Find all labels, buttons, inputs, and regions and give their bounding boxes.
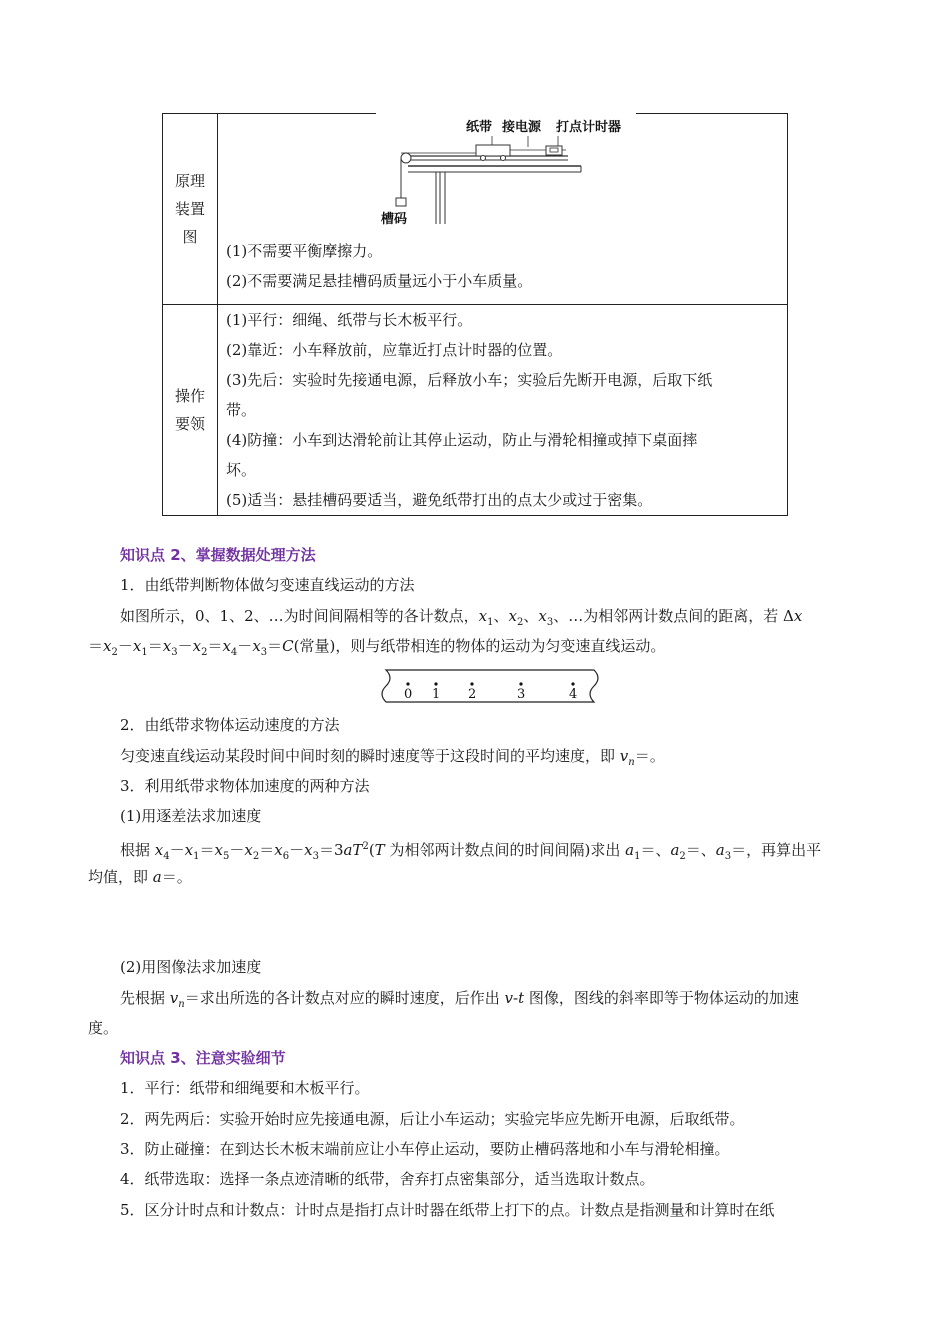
tape-dot-4	[571, 682, 574, 685]
operation-line-1: (1)平行：细绳、纸带与长木板平行。	[226, 311, 473, 329]
operation-line-4: 带。	[226, 401, 257, 419]
item-3-sub-2-body-b: ＝求出所选的各计数点对应的瞬时速度，后作出	[184, 989, 500, 1007]
item-3-sub-2: (2)用图像法求加速度	[120, 958, 262, 976]
item-1-body-line-2: $=x_2-x_1=x_3-x_2=x_4-x_3=C$(常量)，则与纸带相连的物体的运动为匀变速直线运动。	[88, 637, 666, 658]
item-3-sub-2-body-a: 先根据	[120, 989, 166, 1007]
operation-line-5: (4)防撞：小车到达滑轮前让其停止运动，防止与滑轮相撞或掉下桌面摔	[226, 431, 698, 449]
item-3-sub-1-body-c: ，再算出平	[746, 841, 822, 859]
tape-label-4: 4	[569, 687, 578, 702]
diagram-label-weight: 槽码	[381, 212, 408, 227]
item-1-body-a: 如图所示，0、1、2、…为时间间隔相等的各计数点，	[120, 607, 479, 625]
table-row-principle	[163, 114, 788, 305]
row-label-text: 操作 要领	[174, 387, 205, 433]
item-3-sub-1: (1)用逐差法求加速度	[120, 807, 262, 825]
apparatus-diagram	[226, 114, 779, 236]
section-3-item-4: 4．纸带选取：选择一条点迹清晰的纸带，舍弃打点密集部分，适当选取计数点。	[120, 1170, 655, 1188]
item-2-body-text: 匀变速直线运动某段时间中间时刻的瞬时速度等于这段时间的平均速度，即	[120, 747, 616, 765]
principle-cell	[218, 114, 788, 305]
row-label-text: 原理 装置 图	[174, 172, 205, 246]
item-3-sub-1-body-a: 根据	[120, 841, 151, 859]
diagram-label-timer: 打点计时器	[556, 120, 622, 135]
operation-line-6: 坏。	[226, 461, 257, 479]
section-3-item-5: 5．区分计时点和计数点：计时点是指打点计时器在纸带上打下的点。计数点是指测量和计算时在纸	[120, 1201, 775, 1219]
tape-dot-3	[519, 682, 522, 685]
table-row-operation	[163, 305, 788, 516]
operation-line-3: (3)先后：实验时先接通电源，后释放小车；实验后先断开电源，后取下纸	[226, 371, 713, 389]
section-3-item-2: 2．两先两后：实验开始时应先接通电源，后让小车运动；实验完毕应先断开电源，后取纸带。	[120, 1110, 745, 1128]
tape-label-3: 3	[517, 687, 526, 702]
row-label-principle	[163, 114, 218, 305]
item-3-title: 3．利用纸带求物体加速度的两种方法	[120, 777, 370, 795]
item-1-body-b: 、…为相邻两计数点间的距离，若 Δ	[553, 607, 794, 625]
operation-line-7: (5)适当：悬挂槽码要适当，避免纸带打出的点太少或过于密集。	[226, 491, 653, 509]
item-1-title: 1．由纸带判断物体做匀变速直线运动的方法	[120, 576, 415, 594]
item-3-sub-1-body-d: 均值，即	[88, 868, 149, 886]
row-label-operation	[163, 305, 218, 516]
item-3-sub-1-body-line-2: 均值，即 a＝。	[88, 868, 192, 886]
item-2-body: 匀变速直线运动某段时间中间时刻的瞬时速度等于这段时间的平均速度，即 $v_n=$。	[120, 747, 665, 768]
item-3-sub-2-body-line-2: 度。	[88, 1019, 119, 1037]
principle-line-2: (2)不需要满足悬挂槽码质量远小于小车质量。	[226, 272, 533, 290]
experiment-table	[162, 113, 788, 516]
operation-line-2: (2)靠近：小车释放前，应靠近打点计时器的位置。	[226, 341, 563, 359]
paper-tape	[380, 668, 602, 704]
border-gap	[376, 112, 636, 116]
tape-label-0: 0	[404, 687, 413, 702]
section-2-header: 知识点 2、掌握数据处理方法	[120, 546, 316, 564]
item-1-body-line-1: 如图所示，0、1、2、…为时间间隔相等的各计数点，$x_1$、$x_2$、$x_3$、…为相邻两计数点间的距离，若 Δx	[120, 607, 803, 628]
item-3-sub-2-body-line-1: 先根据 $v_n=$求出所选的各计数点对应的瞬时速度，后作出 v-t 图像，图线的斜率即等于物体运动的加速	[120, 989, 799, 1010]
item-3-sub-2-body-c: 图像，图线的斜率即等于物体运动的加速	[528, 989, 799, 1007]
item-1-body-c: (常量)，则与纸带相连的物体的运动为匀变速直线运动。	[293, 637, 666, 655]
section-3-item-3: 3．防止碰撞：在到达长木板末端前应让小车停止运动，要防止槽码落地和小车与滑轮相撞。	[120, 1140, 730, 1158]
tape-label-1: 1	[432, 687, 441, 702]
paper-tape-figure	[380, 668, 602, 708]
principle-line-1: (1)不需要平衡摩擦力。	[226, 242, 383, 260]
item-2-title: 2．由纸带求物体运动速度的方法	[120, 716, 340, 734]
section-3-header: 知识点 3、注意实验细节	[120, 1049, 286, 1067]
operation-cell	[218, 305, 788, 516]
diagram-label-tape: 纸带	[466, 120, 493, 135]
tape-dot-2	[470, 682, 473, 685]
item-3-sub-1-body-line-1: 根据 $x_4-x_1=x_5-x_2=x_6-x_3=3aT^2(T$ 为相邻两计数点间的时间间隔)求出 $a_1=$、$a_2=$、$a_3=$，再算出平	[120, 841, 822, 862]
tape-dot-1	[434, 682, 437, 685]
apparatus-figure	[376, 114, 796, 236]
diagram-label-power: 接电源	[502, 120, 542, 135]
section-3-item-1: 1．平行：纸带和细绳要和木板平行。	[120, 1079, 370, 1097]
tape-dot-0	[406, 682, 409, 685]
item-3-sub-1-body-b: 为相邻两计数点间的时间间隔)求出	[389, 841, 621, 859]
tape-label-2: 2	[468, 687, 477, 702]
